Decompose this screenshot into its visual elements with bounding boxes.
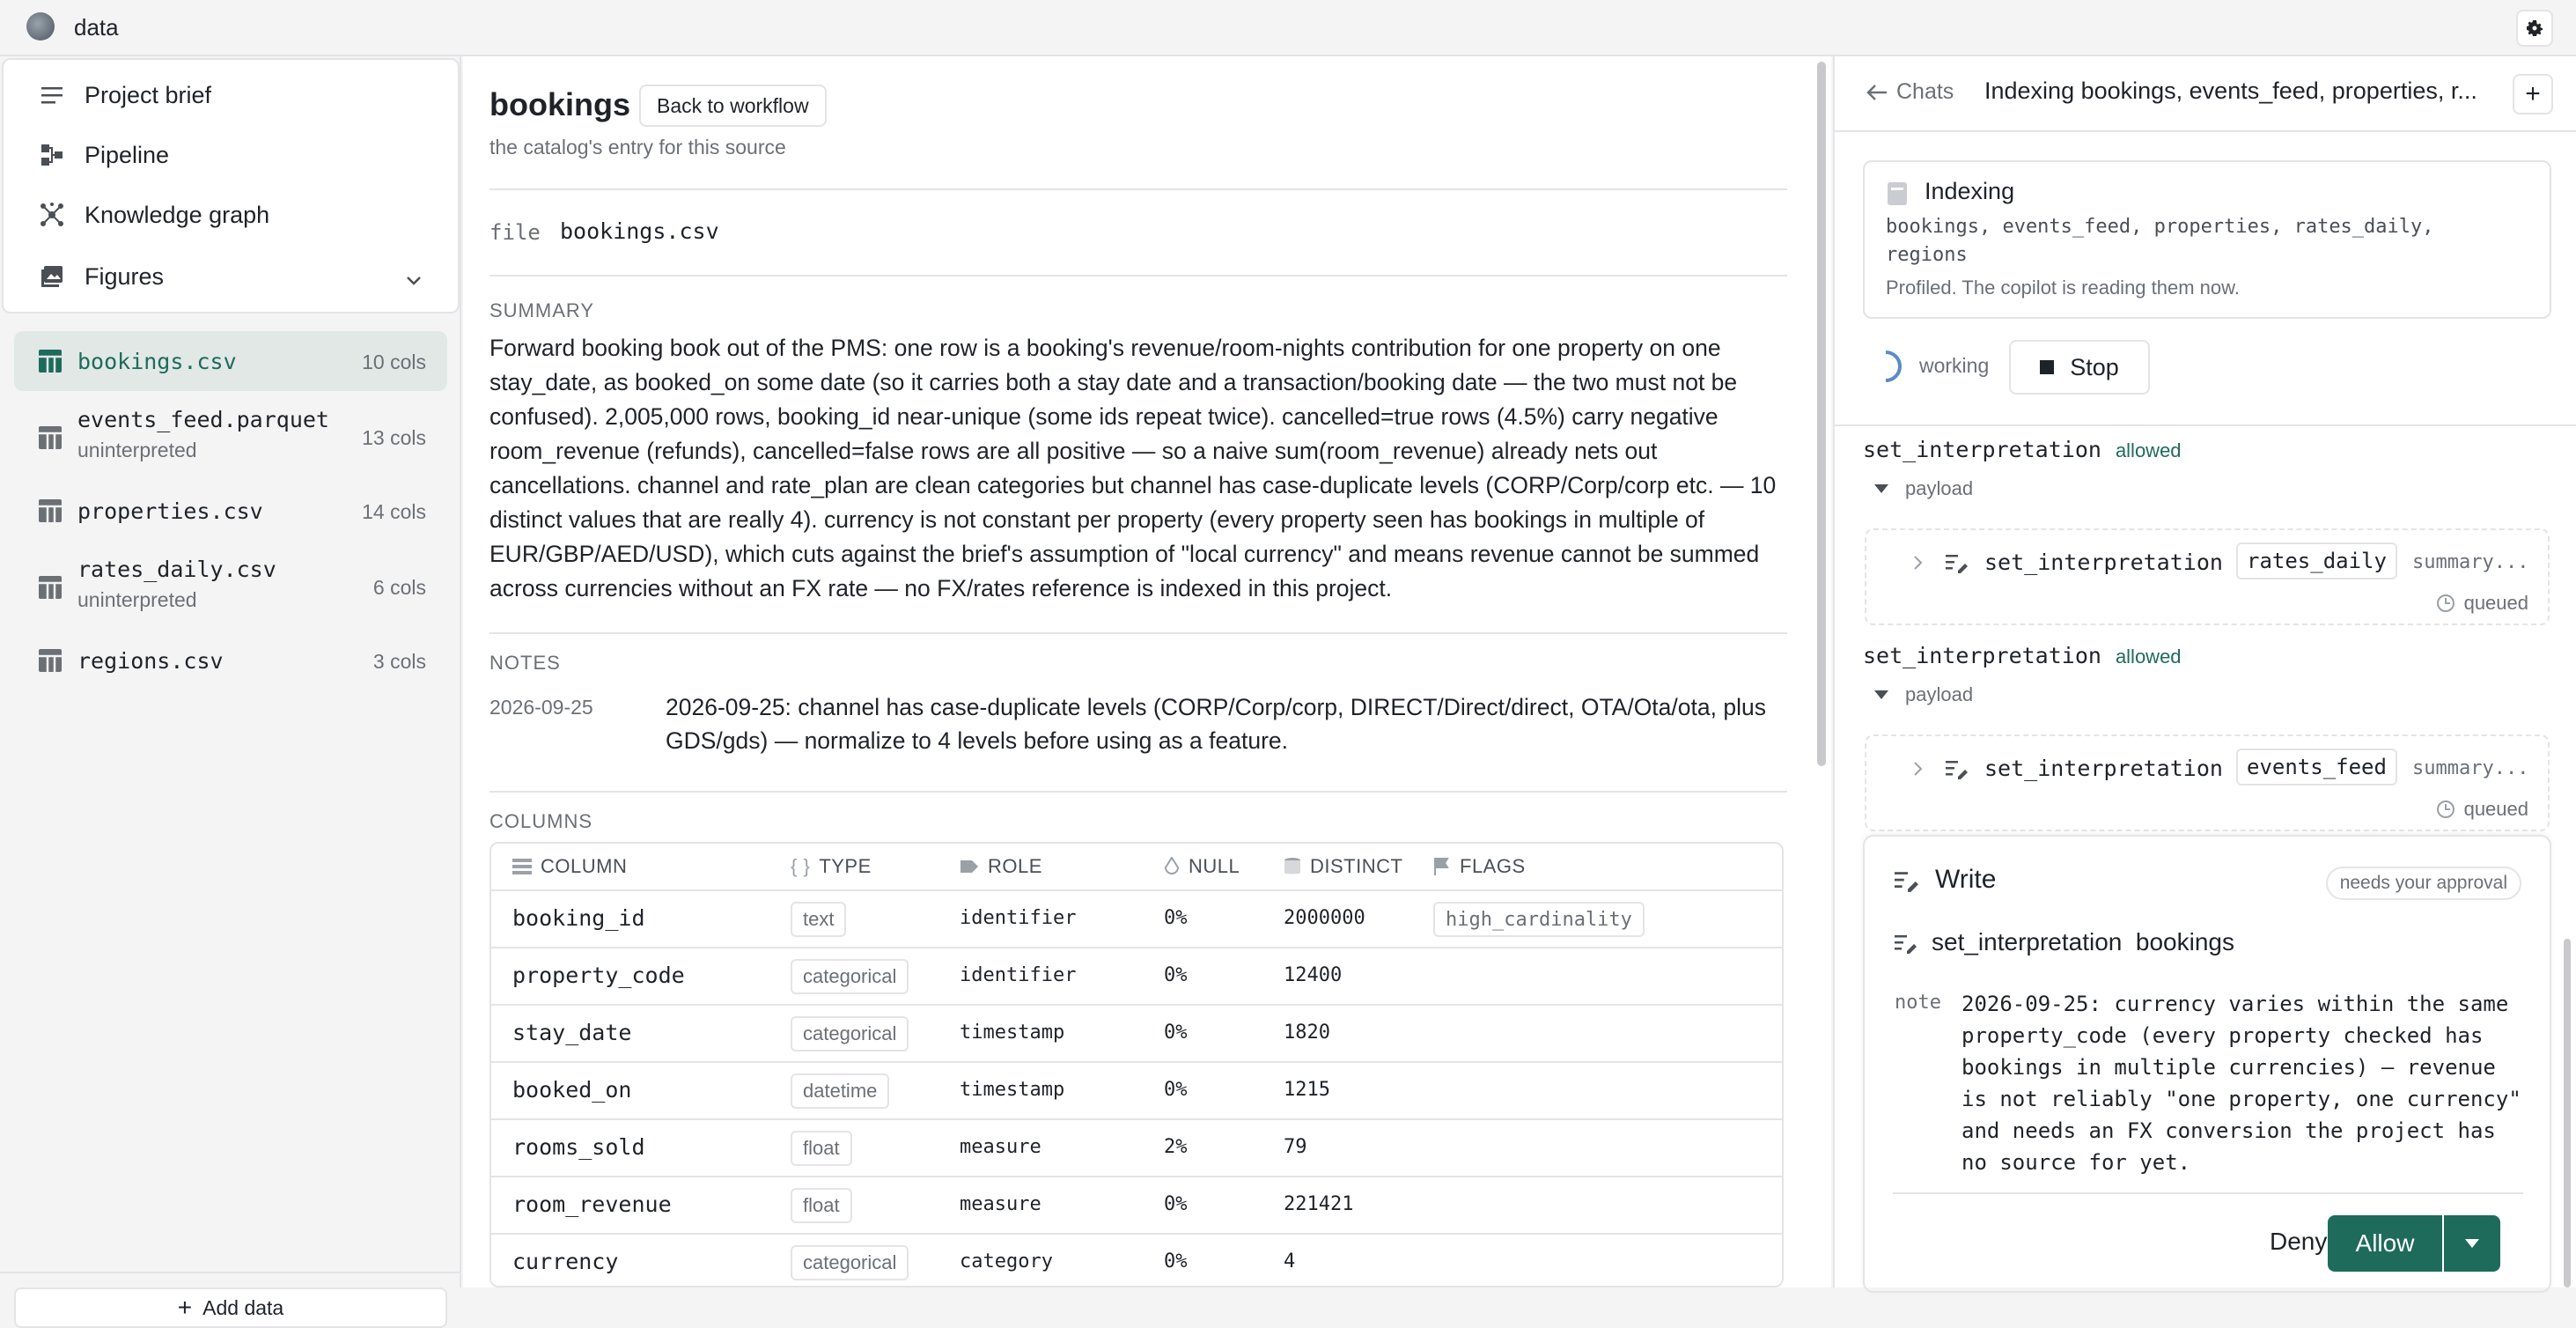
edit-icon bbox=[1946, 759, 1969, 780]
chats-back-link[interactable] bbox=[1866, 79, 1954, 105]
role-cell: category bbox=[960, 1251, 1053, 1273]
role-cell: timestamp bbox=[960, 1079, 1065, 1101]
queued-label: queued bbox=[2463, 592, 2528, 614]
file-name: rates_daily.csv bbox=[77, 557, 276, 582]
table-row[interactable] bbox=[491, 1004, 1784, 1061]
nav-card bbox=[2, 58, 460, 314]
payload-toggle[interactable] bbox=[1873, 477, 1973, 500]
divider bbox=[489, 791, 1787, 793]
spinner-icon bbox=[1879, 349, 1905, 384]
null-cell: 0% bbox=[1164, 964, 1188, 986]
header-flags[interactable]: FLAGS bbox=[1433, 844, 1526, 889]
chevron-down-icon[interactable] bbox=[405, 266, 423, 293]
tool-call-header bbox=[1863, 437, 2182, 462]
file-cols: 14 cols bbox=[362, 500, 426, 523]
clock-icon bbox=[2436, 594, 2455, 613]
nav-item-knowledge-graph[interactable] bbox=[37, 197, 269, 232]
null-cell: 2% bbox=[1164, 1136, 1188, 1158]
list-icon bbox=[512, 858, 532, 875]
table-icon bbox=[37, 574, 63, 601]
notes-label: NOTES bbox=[489, 652, 561, 674]
file-value: bookings.csv bbox=[560, 218, 719, 244]
page-title: bookings bbox=[489, 86, 630, 122]
divider bbox=[1835, 424, 2576, 426]
file-cols: 10 cols bbox=[362, 350, 426, 373]
file-item-events-feed[interactable] bbox=[14, 398, 447, 477]
working-status: working bbox=[1919, 354, 1990, 377]
status-allowed: allowed bbox=[2115, 439, 2182, 461]
file-cols: 6 cols bbox=[372, 576, 426, 599]
new-chat-button[interactable]: + bbox=[2513, 74, 2553, 114]
tool-name: set_interpretation bbox=[1863, 643, 2101, 668]
chat-scrollbar[interactable] bbox=[2564, 939, 2571, 1287]
note-body: 2026-09-25: currency varies within the same property_code (every property checked has bookings in multiple currencies) — revenue is not reliably "one property, one currency" and needs an FX conversion the project has no source for yet. bbox=[1961, 992, 2521, 1175]
deny-button[interactable]: Deny bbox=[2270, 1228, 2328, 1255]
tool-name: set_interpretation bbox=[1863, 437, 2101, 462]
edit-icon bbox=[1895, 870, 1919, 893]
table-row[interactable] bbox=[491, 1176, 1784, 1233]
file-name: properties.csv bbox=[77, 498, 263, 524]
chevron-right-icon[interactable] bbox=[1912, 761, 1925, 777]
edit-icon bbox=[1895, 933, 1917, 955]
role-cell: measure bbox=[960, 1136, 1041, 1158]
plus-icon: + bbox=[177, 1294, 193, 1321]
file-label: file bbox=[489, 220, 541, 245]
summary-preview: summary... bbox=[2412, 551, 2529, 573]
top-bar bbox=[0, 0, 2576, 56]
chat-panel bbox=[1833, 56, 2576, 1287]
type-badge: datetime bbox=[791, 1073, 889, 1109]
sidebar bbox=[0, 56, 461, 1321]
app-title: data bbox=[74, 14, 119, 41]
type-badge: float bbox=[791, 1188, 852, 1223]
table-icon bbox=[37, 647, 63, 674]
tool-call-header bbox=[1863, 643, 2182, 668]
queued-label: queued bbox=[2463, 798, 2528, 820]
distinct-cell: 221421 bbox=[1284, 1193, 1354, 1215]
distinct-cell: 1215 bbox=[1284, 1079, 1330, 1101]
file-status: uninterpreted bbox=[77, 439, 197, 461]
column-name: rooms_sold bbox=[512, 1134, 645, 1160]
status-allowed: allowed bbox=[2115, 646, 2182, 668]
null-cell: 0% bbox=[1164, 1193, 1188, 1215]
file-cols: 13 cols bbox=[362, 426, 426, 449]
file-cols: 3 cols bbox=[372, 650, 426, 673]
column-name: property_code bbox=[512, 963, 685, 988]
note-key: note bbox=[1895, 992, 1941, 1014]
file-status: uninterpreted bbox=[77, 588, 197, 611]
table-icon bbox=[37, 348, 63, 374]
arg-badge: events_feed bbox=[2236, 749, 2397, 786]
gear-icon bbox=[2524, 18, 2545, 39]
column-name: stay_date bbox=[512, 1020, 632, 1045]
app-logo-icon bbox=[26, 12, 55, 41]
distinct-cell: 1820 bbox=[1284, 1022, 1330, 1044]
braces-icon: { } bbox=[791, 855, 811, 877]
flag-icon bbox=[1433, 857, 1451, 876]
column-name: booked_on bbox=[512, 1077, 632, 1103]
file-item-properties[interactable] bbox=[14, 481, 447, 541]
summary-text: Forward booking book out of the PMS: one row is a booking's revenue/room-nights contribution for one property on one stay_date, as booked_on some date (so it carries both a stay date and a transaction/booking date — the two must not be confused). 2,005,000 rows, booking_id near-unique (some ids repeat twice). cancelled=true rows (4.5%) carry negative room_revenue (refunds), cancelled=false rows are all positive — so a naive sum(room_revenue) already nets out cancellations. channel and rate_plan are clean categories but channel has case-duplicate levels (CORP/Corp/corp etc. — 10 distinct values that are really 4). currency is not constant per property (every property seen has bookings in multiple of EUR/GBP/AED/USD), which cuts against the brief's assumption of "local currency" and means revenue cannot be summed across currencies without an FX rate — no FX/rates reference is indexed in this project. bbox=[489, 335, 1777, 601]
clock-icon bbox=[2436, 800, 2455, 819]
queued-status bbox=[2436, 798, 2528, 821]
indexing-title: Indexing bbox=[1925, 178, 2015, 204]
table-icon bbox=[37, 424, 63, 451]
queued-status bbox=[2436, 592, 2528, 615]
distinct-cell: 12400 bbox=[1284, 964, 1343, 986]
column-name: booking_id bbox=[512, 905, 645, 931]
payload-toggle[interactable] bbox=[1873, 683, 1973, 706]
table-row[interactable] bbox=[491, 947, 1784, 1004]
column-name: currency bbox=[512, 1249, 619, 1274]
tool-name: set_interpretation bbox=[1984, 550, 2223, 575]
allow-button[interactable]: Allow bbox=[2328, 1215, 2442, 1272]
divider bbox=[489, 632, 1787, 634]
table-row[interactable] bbox=[491, 1118, 1784, 1176]
file-item-rates-daily[interactable] bbox=[14, 548, 447, 627]
role-cell: measure bbox=[960, 1193, 1041, 1215]
divider bbox=[489, 275, 1787, 277]
add-data-label: Add data bbox=[202, 1295, 284, 1319]
nav-label: Knowledge graph bbox=[85, 201, 270, 228]
stop-icon bbox=[2040, 360, 2054, 374]
role-cell: timestamp bbox=[960, 1022, 1065, 1044]
tool-name: set_interpretation bbox=[1984, 756, 2223, 781]
header-distinct[interactable]: DISTINCT bbox=[1284, 844, 1402, 889]
approval-badge: needs your approval bbox=[2326, 867, 2521, 900]
allow-options-button[interactable] bbox=[2444, 1215, 2500, 1272]
indexing-files: bookings, events_feed, properties, rates_daily, regions bbox=[1886, 216, 2434, 266]
summary-label: SUMMARY bbox=[489, 299, 595, 321]
file-name: regions.csv bbox=[77, 648, 224, 674]
stop-label: Stop bbox=[2070, 353, 2119, 380]
payload-label: payload bbox=[1905, 477, 1974, 499]
main-scrollbar[interactable] bbox=[1817, 62, 1826, 766]
file-item-bookings[interactable] bbox=[14, 331, 447, 391]
queued-call-card[interactable] bbox=[1865, 734, 2550, 831]
null-cell: 0% bbox=[1164, 1079, 1188, 1101]
type-badge: text bbox=[791, 902, 846, 937]
columns-table bbox=[489, 842, 1784, 1287]
chevron-right-icon[interactable] bbox=[1912, 555, 1925, 571]
write-tool-name: set_interpretation bookings bbox=[1932, 928, 2234, 955]
nav-label: Figures bbox=[85, 262, 165, 290]
chat-header bbox=[1835, 56, 2576, 132]
role-cell: identifier bbox=[960, 907, 1077, 929]
caret-down-icon bbox=[1873, 689, 1889, 701]
type-badge: categorical bbox=[791, 1245, 909, 1280]
summary-preview: summary... bbox=[2412, 757, 2529, 779]
back-to-workflow-button[interactable]: Back to workflow bbox=[639, 85, 827, 127]
tag-icon bbox=[960, 859, 979, 874]
flag-badge: high_cardinality bbox=[1433, 902, 1645, 937]
chat-title: Indexing bookings, events_feed, properties, r... bbox=[1984, 77, 2477, 104]
divider bbox=[0, 1272, 461, 1273]
indexing-card bbox=[1863, 160, 2551, 319]
file-item-regions[interactable] bbox=[14, 631, 447, 690]
role-cell: identifier bbox=[960, 964, 1077, 986]
nav-item-pipeline[interactable] bbox=[37, 137, 169, 173]
settings-button[interactable] bbox=[2516, 10, 2553, 47]
stop-button[interactable] bbox=[2009, 340, 2150, 395]
table-row[interactable] bbox=[491, 1061, 1784, 1118]
source-detail bbox=[463, 56, 1831, 1287]
image-icon bbox=[37, 262, 67, 291]
edit-icon bbox=[1946, 553, 1969, 574]
null-cell: 0% bbox=[1164, 907, 1188, 929]
caret-down-icon bbox=[1873, 483, 1889, 495]
column-name: room_revenue bbox=[512, 1192, 672, 1217]
drop-icon bbox=[1164, 857, 1180, 876]
arg-badge: rates_daily bbox=[2236, 542, 2397, 579]
nav-item-project-brief[interactable] bbox=[37, 77, 211, 113]
file-name: bookings.csv bbox=[77, 349, 237, 374]
null-cell: 0% bbox=[1164, 1251, 1188, 1273]
header-type[interactable]: { } TYPE bbox=[791, 855, 872, 877]
file-name: events_feed.parquet bbox=[77, 407, 329, 432]
note-text: 2026-09-25: channel has case-duplicate levels (CORP/Corp/corp, DIRECT/Direct/direct, OTA/Ota/ota, plus GDS/gds) — normalize to 4 levels before using as a feature. bbox=[666, 694, 1766, 754]
divider bbox=[489, 188, 1787, 190]
graph-icon bbox=[37, 200, 67, 230]
columns-label: COLUMNS bbox=[489, 810, 593, 832]
page-subtitle: the catalog's entry for this source bbox=[489, 136, 786, 159]
header-null[interactable]: NULL bbox=[1164, 844, 1240, 889]
nav-label: Project brief bbox=[85, 81, 212, 108]
payload-label: payload bbox=[1905, 683, 1974, 705]
indexing-status: Profiled. The copilot is reading them now. bbox=[1886, 277, 2240, 299]
chats-label: Chats bbox=[1896, 79, 1954, 104]
arrow-left-icon bbox=[1866, 84, 1888, 101]
type-badge: float bbox=[791, 1131, 852, 1166]
distinct-cell: 79 bbox=[1284, 1136, 1307, 1158]
table-row[interactable] bbox=[491, 1233, 1784, 1287]
write-title: Write bbox=[1935, 865, 1997, 894]
table-row[interactable] bbox=[491, 889, 1784, 947]
note-date: 2026-09-25 bbox=[489, 696, 593, 719]
distinct-cell: 2000000 bbox=[1284, 907, 1365, 929]
table-icon bbox=[37, 498, 63, 524]
nav-label: Pipeline bbox=[85, 141, 170, 168]
file-icon bbox=[1886, 181, 1909, 206]
queued-call-card[interactable] bbox=[1865, 528, 2550, 625]
type-badge: categorical bbox=[791, 1016, 909, 1051]
null-cell: 0% bbox=[1164, 1022, 1188, 1044]
pipeline-icon bbox=[37, 140, 67, 170]
database-icon bbox=[1284, 857, 1301, 876]
header-column[interactable]: COLUMN bbox=[512, 844, 627, 889]
add-data-button[interactable] bbox=[14, 1287, 447, 1328]
header-role[interactable]: ROLE bbox=[960, 844, 1042, 889]
caret-down-icon bbox=[2464, 1238, 2480, 1249]
type-badge: categorical bbox=[791, 959, 909, 994]
write-approval-card bbox=[1863, 835, 2551, 1293]
nav-item-figures[interactable] bbox=[37, 259, 424, 294]
lines-icon bbox=[37, 80, 67, 110]
divider bbox=[1893, 1192, 2523, 1194]
distinct-cell: 4 bbox=[1284, 1251, 1296, 1273]
